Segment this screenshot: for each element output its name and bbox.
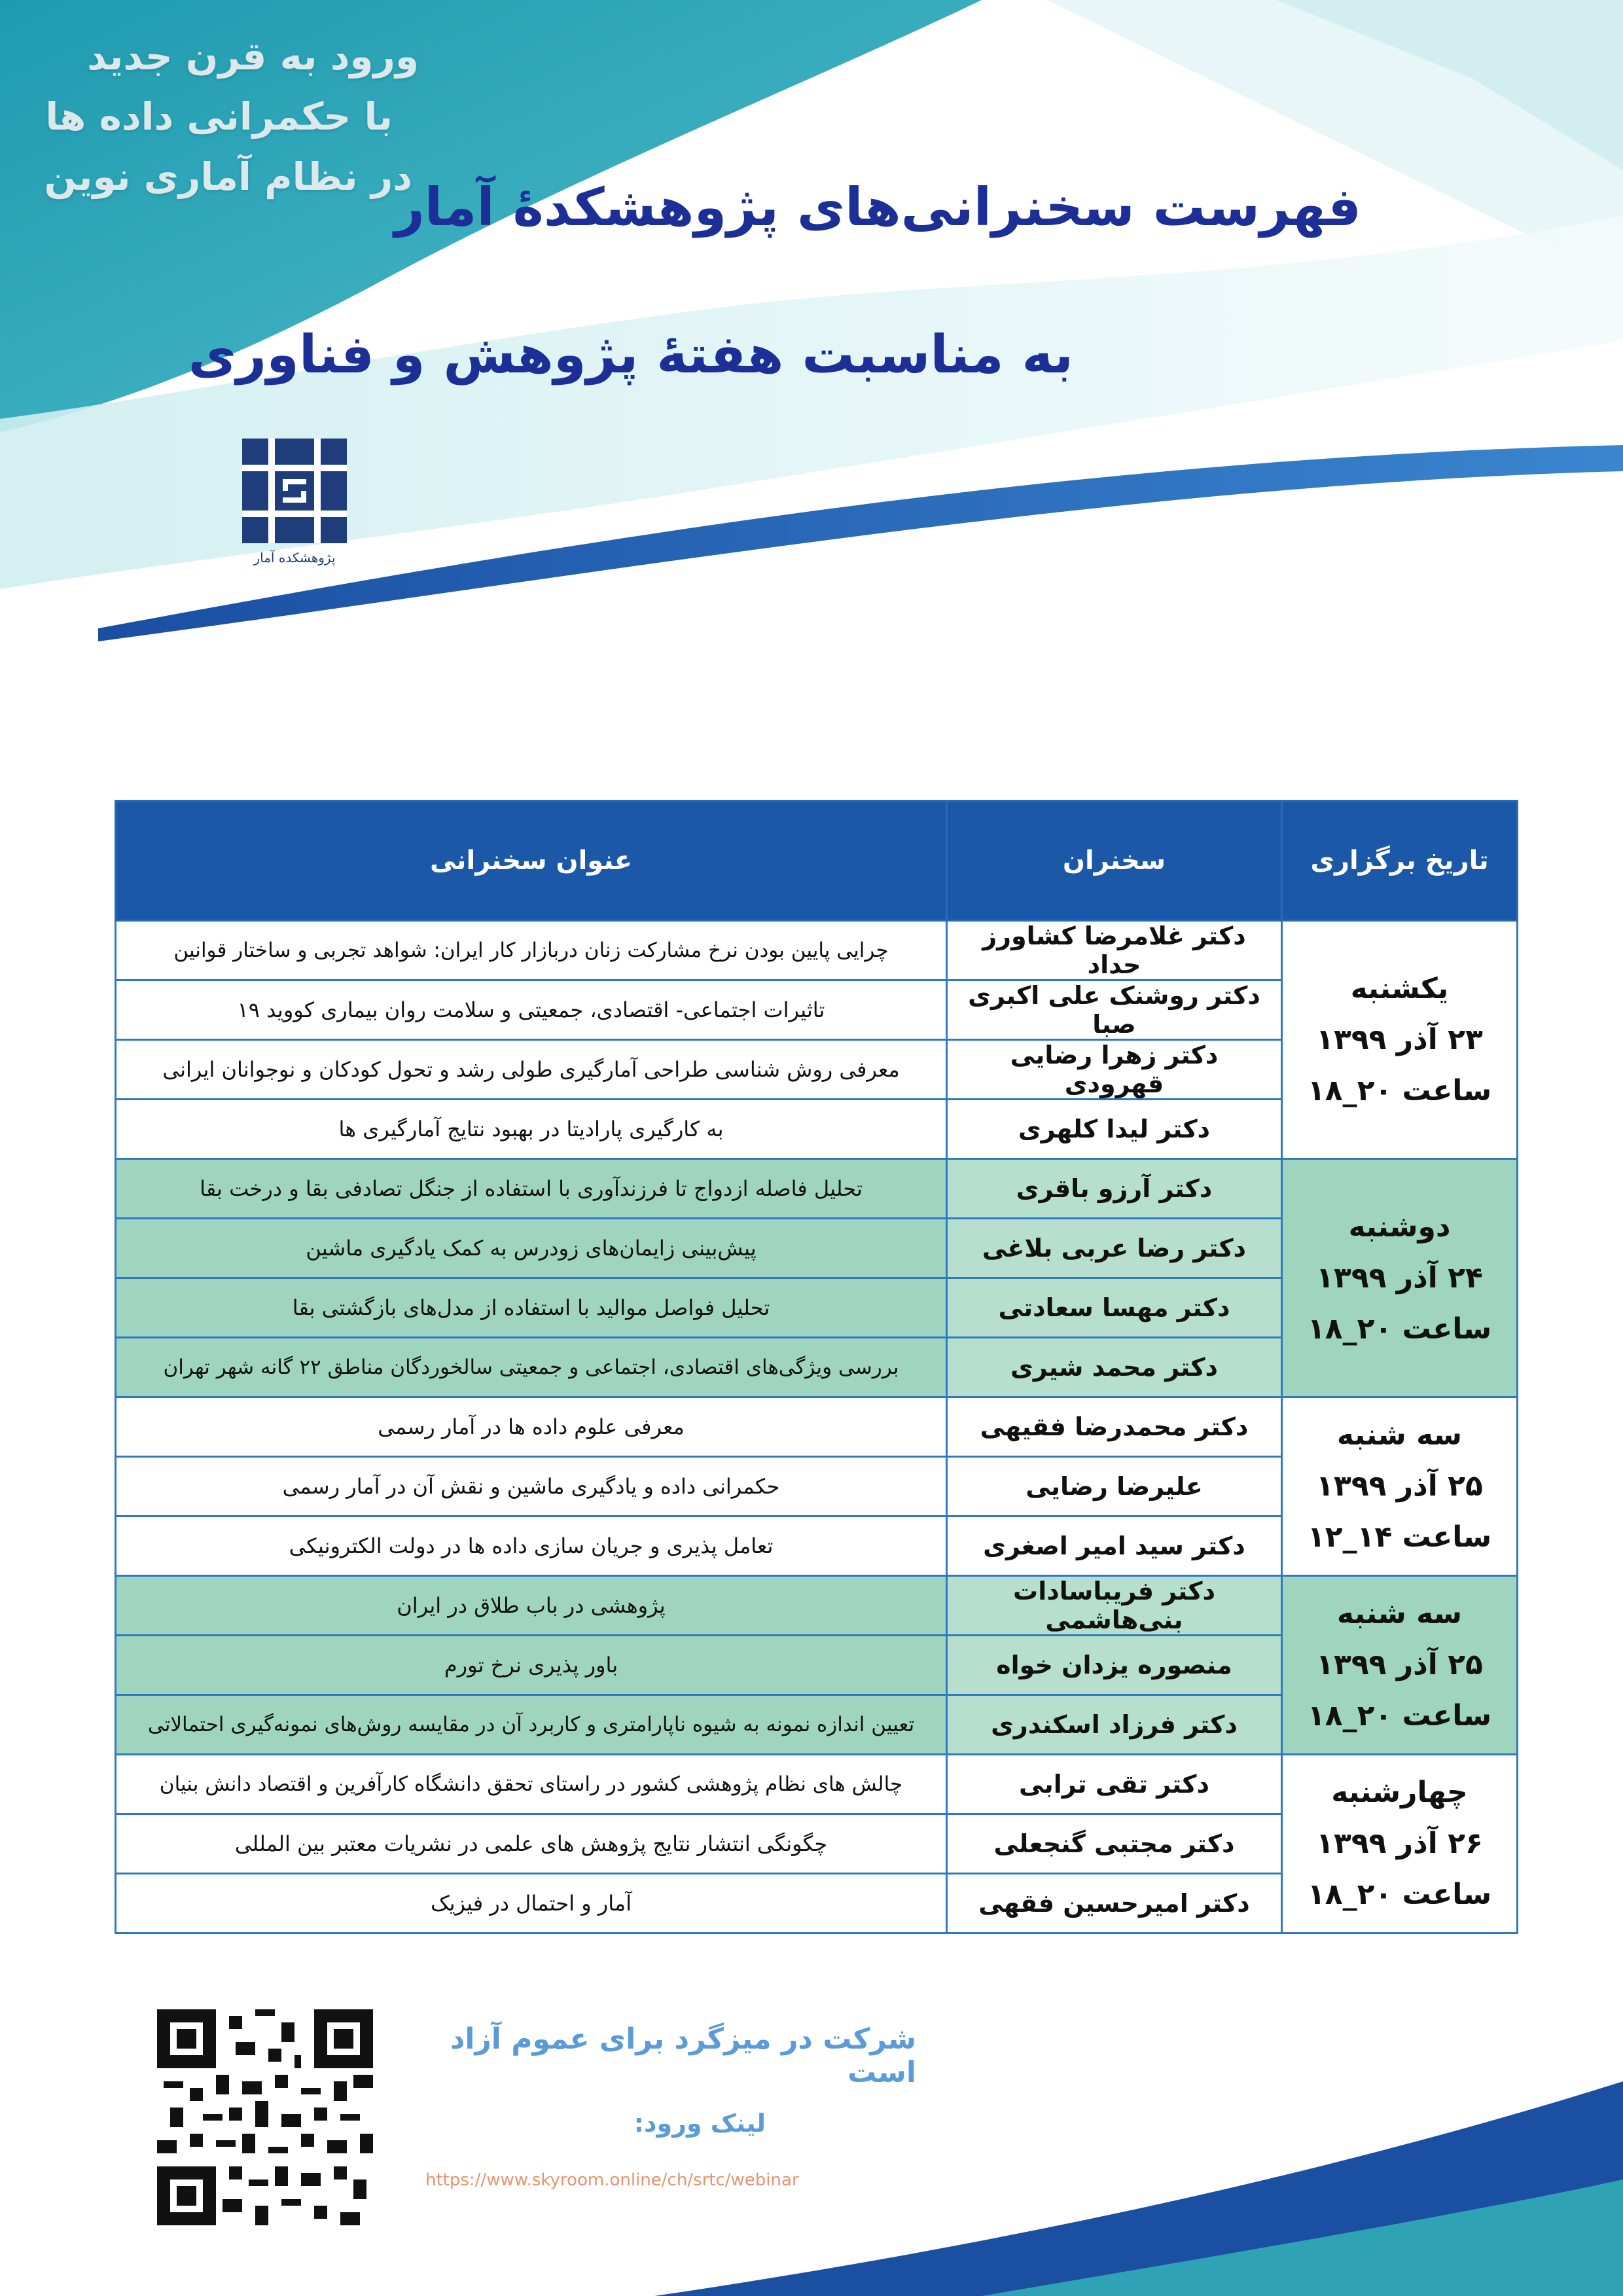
date-cell — [1282, 921, 1518, 1159]
footer — [419, 2022, 916, 2190]
topic-cell: پژوهشی در باب طلاق در ایران — [116, 1576, 947, 1636]
time-text: ساعت ۲۰_۱۸ — [1307, 1073, 1492, 1107]
topic-cell: باور پذیری نرخ تورم — [116, 1636, 947, 1695]
speaker-cell: دکتر آرزو باقری — [947, 1159, 1282, 1219]
day-name: دوشنبه — [1348, 1210, 1451, 1244]
schedule-table — [115, 800, 1518, 1934]
date-cell — [1282, 1576, 1518, 1755]
day-name: یکشنبه — [1350, 971, 1449, 1005]
day-name: چهارشنبه — [1331, 1776, 1468, 1809]
table-header-row — [116, 801, 1518, 921]
topic-cell: بررسی ویژگی‌های اقتصادی، اجتماعی و جمعیتی سالخوردگان مناطق ۲۲ گانه شهر تهران — [116, 1338, 947, 1397]
table-row — [116, 1159, 1518, 1219]
speaker-cell: علیرضا رضایی — [947, 1457, 1282, 1516]
topic-cell: معرفی روش شناسی طراحی آمارگیری طولی رشد و تحول کودکان و نوجوانان ایرانی — [116, 1040, 947, 1100]
topic-cell: چالش های نظام پژوهشی کشور در راستای تحقق دانشگاه کارآفرین و اقتصاد دانش بنیان — [116, 1755, 947, 1814]
speaker-cell: دکتر زهرا رضایی قهرودی — [947, 1040, 1282, 1100]
page-title: فهرست سخنرانی‌های پژوهشکدۀ آمار — [394, 177, 1361, 238]
topic-cell: تعیین اندازه نمونه به شیوه ناپارامتری و کاربرد آن در مقایسه روش‌های نمونه‌گیری احتمالاتی — [116, 1695, 947, 1755]
time-text: ساعت ۲۰_۱۸ — [1307, 1312, 1492, 1346]
topic-cell: به کارگیری پارادیتا در بهبود نتایج آمارگیری ها — [116, 1100, 947, 1159]
date-text: ۲۴ آذر ۱۳۹۹ — [1316, 1261, 1483, 1295]
time-text: ساعت ۲۰_۱۸ — [1307, 1878, 1492, 1911]
topic-cell: تاثیرات اجتماعی- اقتصادی، جمعیتی و سلامت روان بیماری کووید ۱۹ — [116, 980, 947, 1040]
table-row — [116, 1397, 1518, 1457]
header-date: تاریخ برگزاری — [1282, 801, 1518, 921]
day-name: سه شنبه — [1336, 1597, 1463, 1630]
date-cell — [1282, 1159, 1518, 1397]
webinar-link[interactable]: https://www.skyroom.online/ch/srtc/webinar — [425, 2170, 799, 2190]
speaker-cell: دکتر رضا عربی بلاغی — [947, 1219, 1282, 1278]
speaker-cell: دکتر غلامرضا کشاورز حداد — [947, 921, 1282, 980]
speaker-cell: دکتر روشنک علی اکبری صبا — [947, 980, 1282, 1040]
header-topic: عنوان سخنرانی — [116, 801, 947, 921]
footer-link-label: لینک ورود: — [633, 2109, 766, 2138]
header-speaker: سخنران — [947, 801, 1282, 921]
institute-logo — [242, 439, 347, 565]
logo-caption: پژوهشکده آمار — [253, 550, 336, 565]
date-text: ۲۳ آذر ۱۳۹۹ — [1316, 1022, 1483, 1056]
slogan-line-2: با حکمرانی داده ها — [45, 94, 393, 139]
speaker-cell: دکتر مهسا سعادتی — [947, 1278, 1282, 1338]
slogan-line-3: در نظام آماری نوین — [44, 154, 412, 199]
date-text: ۲۶ آذر ۱۳۹۹ — [1316, 1827, 1483, 1860]
topic-cell: تحلیل فاصله ازدواج تا فرزندآوری با استفاده از جنگل تصادفی بقا و درخت بقا — [116, 1159, 947, 1219]
date-cell — [1282, 1397, 1518, 1576]
table-row — [116, 1576, 1518, 1636]
speaker-cell: دکتر تقی ترابی — [947, 1755, 1282, 1814]
topic-cell: حکمرانی داده و یادگیری ماشین و نقش آن در آمار رسمی — [116, 1457, 947, 1516]
qr-code-icon[interactable] — [157, 2009, 373, 2225]
speaker-cell: دکتر فرزاد اسکندری — [947, 1695, 1282, 1755]
footer-notice: شرکت در میزگرد برای عموم آزاد است — [450, 2022, 916, 2089]
table-row — [116, 1755, 1518, 1814]
speaker-cell: دکتر سید امیر اصغری — [947, 1516, 1282, 1576]
page-subtitle: به مناسبت هفتۀ پژوهش و فناوری — [188, 324, 1073, 385]
topic-cell: پیش‌بینی زایمان‌های زودرس به کمک یادگیری ماشین — [116, 1219, 947, 1278]
speaker-cell: دکتر فریباسادات بنی‌هاشمی — [947, 1576, 1282, 1636]
speaker-cell: منصوره یزدان خواه — [947, 1636, 1282, 1695]
date-cell — [1282, 1755, 1518, 1933]
slogan-line-1: ورود به قرن جدید — [87, 34, 419, 79]
day-name: سه شنبه — [1336, 1418, 1463, 1452]
time-text: ساعت ۱۴_۱۲ — [1307, 1520, 1492, 1554]
time-text: ساعت ۲۰_۱۸ — [1307, 1699, 1492, 1732]
speaker-cell: دکتر مجتبی گنجعلی — [947, 1814, 1282, 1874]
speaker-cell: دکتر لیدا کلهری — [947, 1100, 1282, 1159]
date-text: ۲۵ آذر ۱۳۹۹ — [1316, 1648, 1483, 1681]
logo-icon — [242, 439, 347, 543]
slogan — [26, 26, 419, 207]
speaker-cell: دکتر امیرحسین فقهی — [947, 1874, 1282, 1933]
topic-cell: تعامل پذیری و جریان سازی داده ها در دولت الکترونیکی — [116, 1516, 947, 1576]
speaker-cell: دکتر محمدرضا فقیهی — [947, 1397, 1282, 1457]
table-row — [116, 921, 1518, 980]
topic-cell: آمار و احتمال در فیزیک — [116, 1874, 947, 1933]
speaker-cell: دکتر محمد شیری — [947, 1338, 1282, 1397]
topic-cell: چرایی پایین بودن نرخ مشارکت زنان دربازار کار ایران: شواهد تجربی و ساختار قوانین — [116, 921, 947, 980]
date-text: ۲۵ آذر ۱۳۹۹ — [1316, 1469, 1483, 1503]
topic-cell: تحلیل فواصل موالید با استفاده از مدل‌های بازگشتی بقا — [116, 1278, 947, 1338]
topic-cell: چگونگی انتشار نتایج پژوهش های علمی در نشریات معتبر بین المللی — [116, 1814, 947, 1874]
topic-cell: معرفی علوم داده ها در آمار رسمی — [116, 1397, 947, 1457]
